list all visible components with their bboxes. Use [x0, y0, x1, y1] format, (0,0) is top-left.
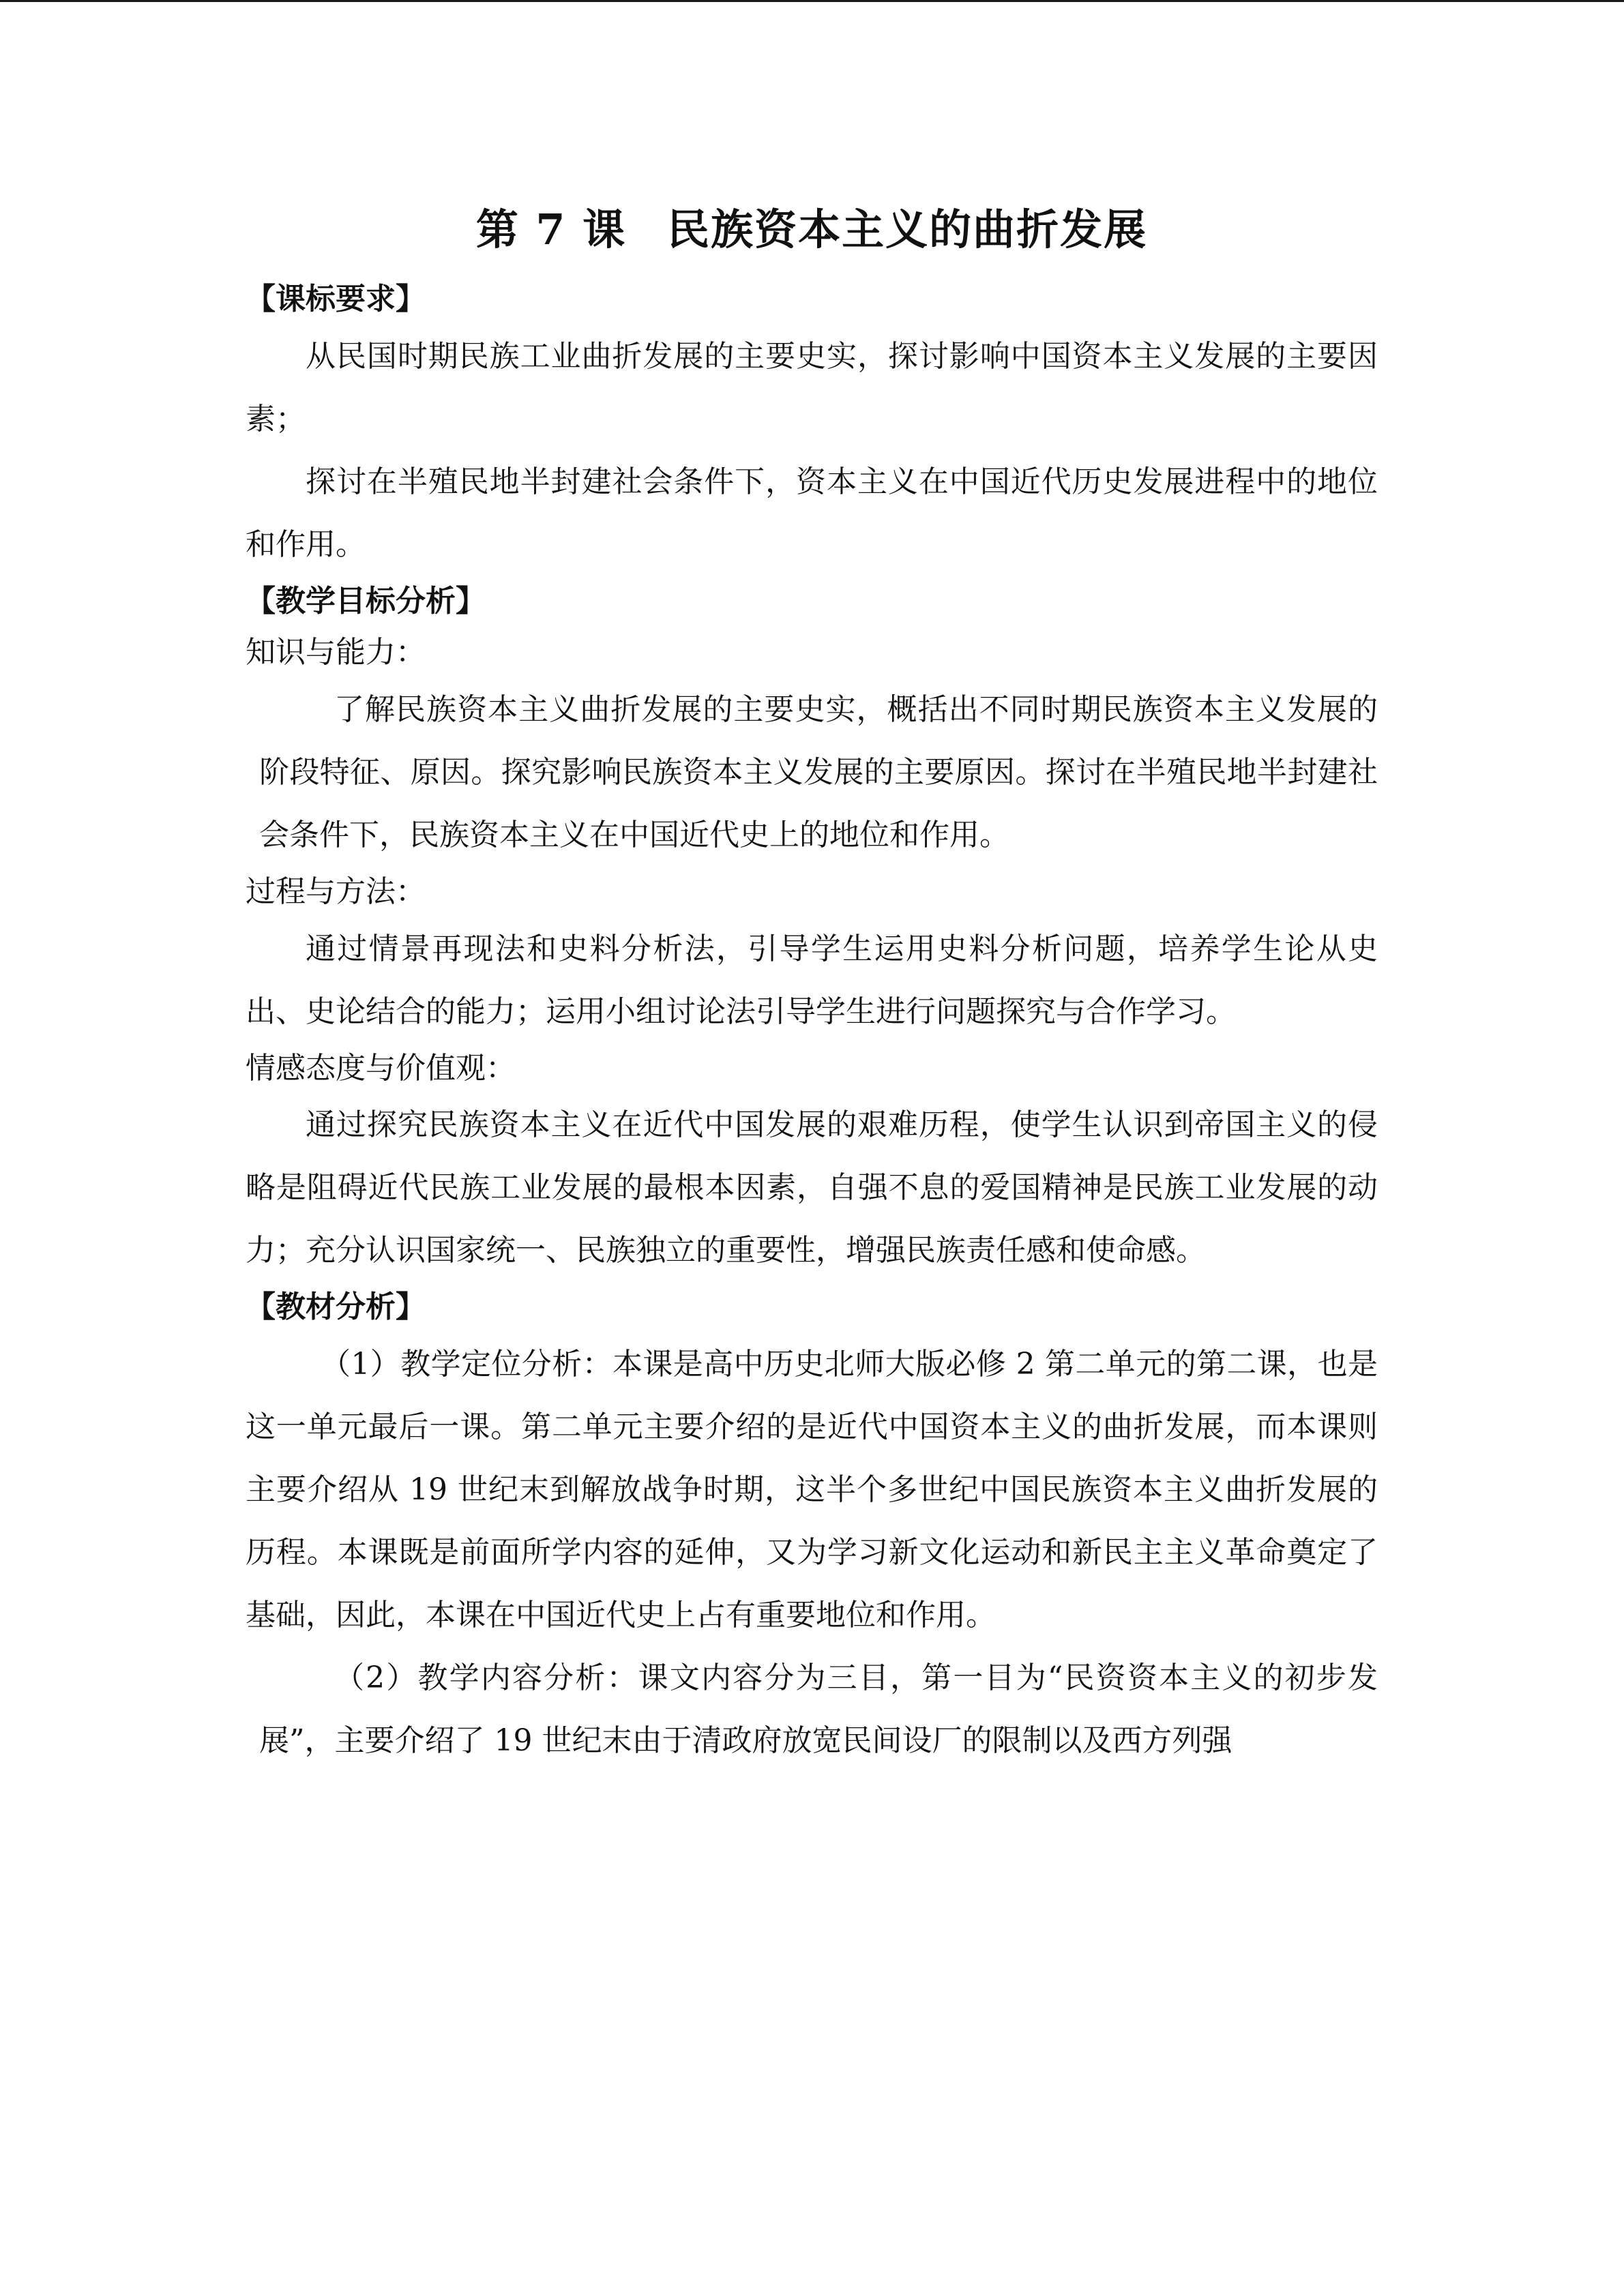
lesson-number: 第 7 课 — [475, 205, 627, 254]
objectives-heading: 【教学目标分析】 — [246, 584, 486, 619]
process-paragraph: 通过情景再现法和史料分析法，引导学生运用史料分析问题，培养学生论从史出、史论结合的能力；运用小组讨论法引导学生进行问题探究与合作学习。 — [246, 931, 1378, 1029]
process-label: 过程与方法： — [246, 874, 426, 909]
knowledge-label: 知识与能力： — [246, 634, 426, 670]
document-body — [246, 205, 1378, 1772]
knowledge-paragraph: 了解民族资本主义曲折发展的主要史实，概括出不同时期民族资本主义发展的阶段特征、原因。探究影响民族资本主义发展的主要原因。探讨在半殖民地半封建社会条件下，民族资本主义在中国近代史上的地位和作用。 — [259, 691, 1378, 852]
standards-heading: 【课标要求】 — [246, 282, 426, 317]
materials-paragraph-1: （1）教学定位分析：本课是高中历史北师大版必修 2 第二单元的第二课，也是这一单元最后一课。第二单元主要介绍的是近代中国资本主义的曲折发展，而本课则主要介绍从 19 世纪末到解放战争时期，这半个多世纪中国民族资本主义曲折发展的历程。本课既是前面所学内容的延伸，又为学习新文化运动和新民主主义革命奠定了基础，因此，本课在中国近代史上占有重要地位和作用。 — [246, 1347, 1378, 1633]
standards-paragraph-2: 探讨在半殖民地半封建社会条件下，资本主义在中国近代历史发展进程中的地位和作用。 — [246, 464, 1378, 563]
emotion-paragraph: 通过探究民族资本主义在近代中国发展的艰难历程，使学生认识到帝国主义的侵略是阻碍近代民族工业发展的最根本因素，自强不息的爱国精神是民族工业发展的动力；充分认识国家统一、民族独立的重要性，增强民族责任感和使命感。 — [246, 1107, 1378, 1268]
emotion-label: 情感态度与价值观： — [246, 1050, 516, 1086]
materials-heading: 【教材分析】 — [246, 1289, 426, 1325]
lesson-name: 民族资本主义的曲折发展 — [667, 205, 1148, 254]
materials-paragraph-2: （2）教学内容分析：课文内容分为三目，第一目为“民资资本主义的初步发展”，主要介绍了 19 世纪末由于清政府放宽民间设厂的限制以及西方列强 — [259, 1660, 1378, 1759]
top-border-line — [0, 0, 1624, 2]
lesson-title — [246, 205, 1378, 255]
standards-paragraph-1: 从民国时期民族工业曲折发展的主要史实，探讨影响中国资本主义发展的主要因素； — [246, 339, 1378, 437]
